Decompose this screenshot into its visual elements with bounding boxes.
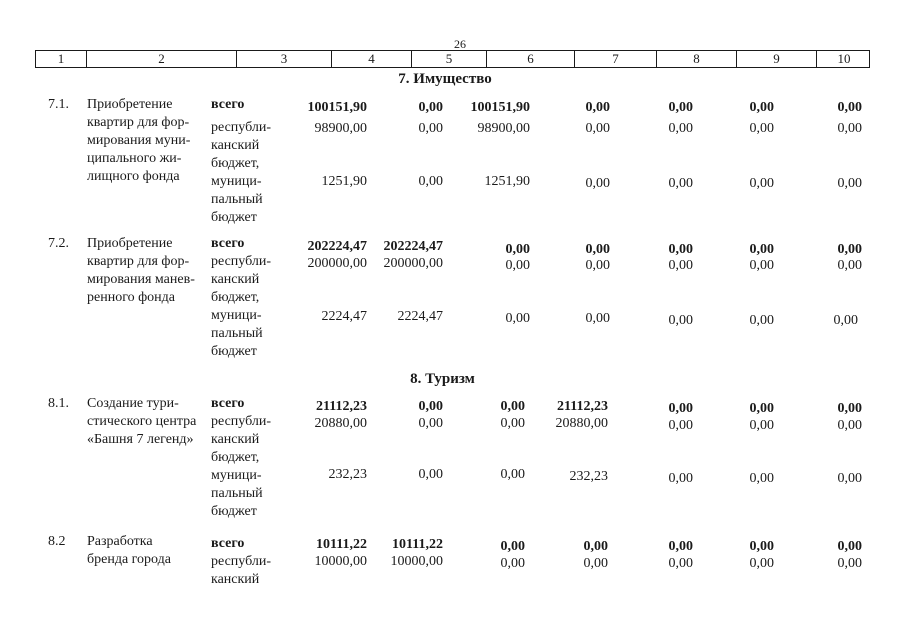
value-cell: 0,00 (668, 471, 693, 486)
source-label: пальный (211, 192, 263, 207)
value-cell: 0,00 (668, 313, 693, 328)
value-cell: 0,00 (418, 100, 443, 115)
item-name-line: лищного фонда (87, 169, 180, 184)
item-name-line: квартир для фор- (87, 115, 190, 130)
source-label: канский (211, 432, 260, 447)
source-label: бюджет, (211, 290, 260, 305)
source-label: всего (211, 536, 245, 551)
value-cell: 0,00 (583, 539, 608, 554)
value-cell: 0,00 (505, 311, 530, 326)
value-cell: 0,00 (668, 242, 693, 257)
value-cell: 0,00 (837, 100, 862, 115)
value-cell: 20880,00 (314, 416, 367, 431)
header-col-7: 7 (574, 51, 656, 67)
value-cell: 0,00 (585, 100, 610, 115)
value-cell: 0,00 (749, 100, 774, 115)
value-cell: 0,00 (749, 176, 774, 191)
value-cell: 0,00 (585, 121, 610, 136)
value-cell: 0,00 (837, 471, 862, 486)
value-cell: 21112,23 (316, 399, 367, 414)
item-name-line: стического центра (87, 414, 197, 429)
item-name-line: бренда города (87, 552, 171, 567)
section-title: 7. Имущество (398, 71, 492, 87)
source-label: бюджет (211, 344, 257, 359)
value-cell: 10000,00 (314, 554, 367, 569)
value-cell: 0,00 (418, 121, 443, 136)
header-col-10: 10 (816, 51, 871, 67)
item-name-line: квартир для фор- (87, 254, 190, 269)
value-cell: 10111,22 (316, 537, 367, 552)
value-cell: 10000,00 (390, 554, 443, 569)
value-cell: 0,00 (585, 242, 610, 257)
item-number: 8.2 (48, 534, 66, 549)
source-label: муници- (211, 468, 262, 483)
value-cell: 200000,00 (383, 256, 443, 271)
item-name-line: мирования муни- (87, 133, 191, 148)
value-cell: 98900,00 (314, 121, 367, 136)
header-col-2: 2 (86, 51, 236, 67)
value-cell: 0,00 (500, 416, 525, 431)
source-label: бюджет, (211, 156, 260, 171)
source-label: всего (211, 236, 245, 251)
source-label: республи- (211, 254, 271, 269)
value-cell: 0,00 (500, 539, 525, 554)
value-cell: 0,00 (749, 121, 774, 136)
value-cell: 0,00 (837, 176, 862, 191)
value-cell: 0,00 (668, 401, 693, 416)
value-cell: 200000,00 (307, 256, 367, 271)
value-cell: 0,00 (668, 556, 693, 571)
source-label: всего (211, 396, 245, 411)
value-cell: 0,00 (668, 418, 693, 433)
value-cell: 0,00 (500, 556, 525, 571)
header-col-1: 1 (57, 51, 65, 66)
header-col-4: 4 (331, 51, 411, 67)
value-cell: 10111,22 (392, 537, 443, 552)
value-cell: 0,00 (505, 258, 530, 273)
value-cell: 2224,47 (397, 309, 443, 324)
value-cell: 0,00 (833, 313, 858, 328)
value-cell: 0,00 (668, 100, 693, 115)
value-cell: 0,00 (585, 176, 610, 191)
source-label: муници- (211, 174, 262, 189)
value-cell: 21112,23 (557, 399, 608, 414)
value-cell: 0,00 (418, 399, 443, 414)
value-cell: 0,00 (583, 556, 608, 571)
item-name-line: Разработка (87, 534, 153, 549)
header-col-3: 3 (236, 51, 331, 67)
value-cell: 0,00 (837, 258, 862, 273)
source-label: бюджет (211, 504, 257, 519)
source-label: пальный (211, 486, 263, 501)
value-cell: 0,00 (749, 242, 774, 257)
value-cell: 0,00 (749, 258, 774, 273)
value-cell: 0,00 (749, 556, 774, 571)
header-col-8: 8 (656, 51, 736, 67)
header-col-5: 5 (411, 51, 486, 67)
header-col-9: 9 (736, 51, 816, 67)
item-name-line: ренного фонда (87, 290, 175, 305)
value-cell: 0,00 (500, 467, 525, 482)
item-name-line: ципального жи- (87, 151, 182, 166)
value-cell: 0,00 (837, 401, 862, 416)
source-label: республи- (211, 414, 271, 429)
value-cell: 0,00 (749, 313, 774, 328)
value-cell: 0,00 (418, 467, 443, 482)
value-cell: 0,00 (668, 258, 693, 273)
value-cell: 202224,47 (383, 239, 443, 254)
value-cell: 0,00 (668, 121, 693, 136)
source-label: бюджет (211, 210, 257, 225)
value-cell: 0,00 (837, 121, 862, 136)
page-number: 26 (454, 37, 466, 51)
value-cell: 0,00 (837, 539, 862, 554)
source-label: канский (211, 272, 260, 287)
value-cell: 0,00 (585, 311, 610, 326)
value-cell: 0,00 (505, 242, 530, 257)
value-cell: 0,00 (749, 471, 774, 486)
source-label: республи- (211, 120, 271, 135)
item-name-line: мирования манев- (87, 272, 195, 287)
item-name-line: Приобретение (87, 97, 173, 112)
source-label: канский (211, 572, 260, 587)
value-cell: 2224,47 (321, 309, 367, 324)
value-cell: 100151,90 (307, 100, 367, 115)
item-name-line: «Башня 7 легенд» (87, 432, 194, 447)
table-header-row (35, 50, 870, 68)
value-cell: 0,00 (668, 539, 693, 554)
value-cell: 0,00 (500, 399, 525, 414)
value-cell: 0,00 (837, 556, 862, 571)
value-cell: 0,00 (749, 418, 774, 433)
item-number: 7.1. (48, 97, 69, 112)
value-cell: 20880,00 (555, 416, 608, 431)
value-cell: 0,00 (418, 416, 443, 431)
header-col-6: 6 (486, 51, 574, 67)
value-cell: 232,23 (569, 469, 608, 484)
value-cell: 202224,47 (307, 239, 367, 254)
value-cell: 0,00 (749, 539, 774, 554)
value-cell: 232,23 (328, 467, 367, 482)
source-label: республи- (211, 554, 271, 569)
value-cell: 0,00 (837, 242, 862, 257)
value-cell: 0,00 (585, 258, 610, 273)
section-title: 8. Туризм (410, 371, 475, 387)
item-name-line: Создание тури- (87, 396, 179, 411)
source-label: всего (211, 97, 245, 112)
item-name-line: Приобретение (87, 236, 173, 251)
value-cell: 0,00 (837, 418, 862, 433)
value-cell: 0,00 (668, 176, 693, 191)
value-cell: 0,00 (418, 174, 443, 189)
source-label: пальный (211, 326, 263, 341)
value-cell: 0,00 (749, 401, 774, 416)
value-cell: 100151,90 (470, 100, 530, 115)
source-label: бюджет, (211, 450, 260, 465)
value-cell: 1251,90 (321, 174, 367, 189)
item-number: 8.1. (48, 396, 69, 411)
value-cell: 98900,00 (477, 121, 530, 136)
source-label: канский (211, 138, 260, 153)
value-cell: 1251,90 (484, 174, 530, 189)
source-label: муници- (211, 308, 262, 323)
item-number: 7.2. (48, 236, 69, 251)
